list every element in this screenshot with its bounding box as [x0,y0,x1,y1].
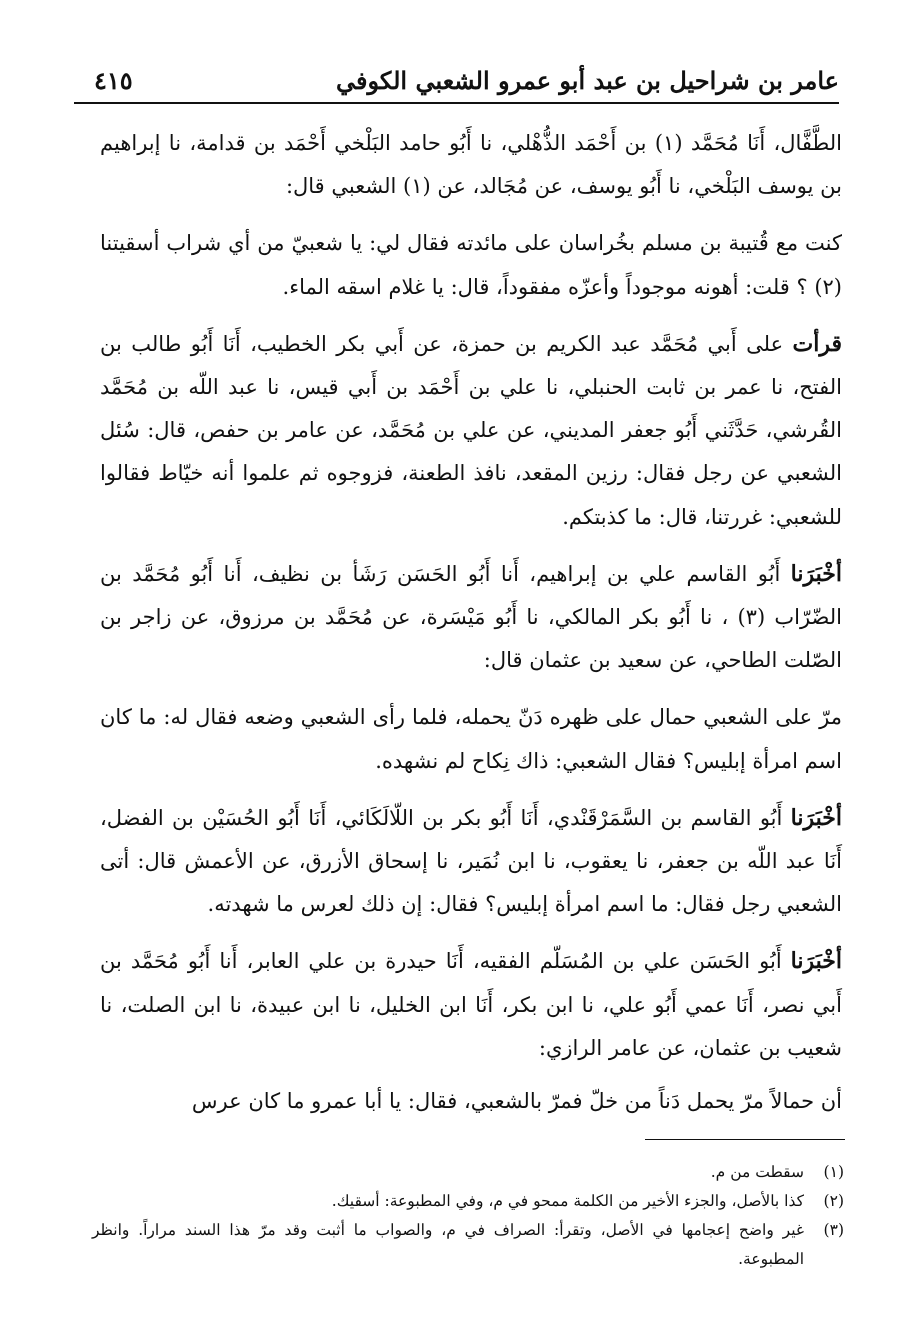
paragraph-text: أَبُو القاسم بن السَّمَرْقَنْدي، أَنَا أَبُو بكر بن اللّالَكَائي، أَنَا أَبُو الحُسَيْن بن الفضل، أَنَا عبد اللّه بن جعفر، نا يعقوب، نا ابن نُمَير، نا إسحاق الأزرق، عن الأعمش قال: أتى الشعبي رجل فقال: ما اسم امرأة إبليس؟ فقال: إن ذلك لعرس ما شهدته. [100,805,842,917]
footnote-number: (٢) [823,1192,844,1210]
paragraph [100,122,842,208]
running-title: عامر بن شراحيل بن عبد أبو عمرو الشعبي الكوفي [335,66,839,95]
paragraph [100,797,842,927]
paragraph-lead-word: أخْبَرَنا [790,560,842,587]
page-number: ٤١٥ [94,66,133,95]
paragraph [100,1080,842,1123]
paragraph-text: أَبُو القاسم علي بن إبراهيم، أَنا أَبُو الحَسَن رَشَأ بن نظيف، أَنا أَبُو مُحَمَّد بن الضّرّاب (٣) ، نا أَبُو بكر المالكي، نا أَبُو مَيْسَرة، عن مُحَمَّد بن مرزوق، عن زاجر بن الصّلت الطاحي، عن سعيد بن عثمان قال: [100,561,842,673]
footnote-text: سقطت من م. [710,1163,804,1181]
paragraph-text: أن حمالاً مرّ يحمل دَناً من خلّ فمرّ بالشعبي، فقال: يا أبا عمرو ما كان عرس [191,1089,842,1114]
footnote-number: (٣) [823,1221,844,1239]
paragraph-lead-word: أخْبَرَنا [790,804,842,831]
paragraph-text: مرّ على الشعبي حمال على ظهره دَنّ يحمله، فلما رأى الشعبي وضعه فقال له: ما كان اسم امرأة إبليس؟ فقال الشعبي: ذاك نِكاح لم نشهده. [100,705,842,773]
footnote-text: غير واضح إعجامها في الأصل، وتقرأ: الصراف في م، والصواب ما أثبت وقد مرّ هذا السند مراراً. وانظر المطبوعة. [92,1221,804,1268]
paragraph [100,940,842,1070]
paragraph [100,553,842,683]
paragraph-text: على أَبي مُحَمَّد عبد الكريم بن حمزة، عن أَبي بكر الخطيب، أَنَا أَبُو طالب بن الفتح، نا عمر بن ثابت الحنبلي، نا علي بن أَحْمَد بن أَبي قيس، نا عبد اللّه بن مُحَمَّد القُرشي، حَدَّثَني أَبُو جعفر المديني، عن علي بن مُحَمَّد، عن عامر بن حفص، قال: سُئل الشعبي عن رجل فقال: رزين المقعد، نافذ الطعنة، فزوجوه ثم علموا أنه خيّاط فقالوا للشعبي: غررتنا، قال: ما كذبتكم. [100,331,842,529]
paragraph [100,696,842,782]
paragraph-lead-word: أخْبَرَنا [790,948,842,975]
footnote-text: كذا بالأصل، والجزء الأخير من الكلمة ممحو في م، وفي المطبوعة: أسقيك. [331,1192,804,1210]
footnote [92,1187,844,1216]
footnote [92,1216,844,1274]
paragraph-text: أَبُو الحَسَن علي بن المُسَلّم الفقيه، أَنَا حيدرة بن علي العابر، أَنا أَبُو مُحَمَّد بن أَبي نصر، أَنَا عمي أَبُو علي، نا ابن بكر، أَنَا ابن الخليل، نا ابن عبيدة، نا ابن الصلت، نا شعيب بن عثمان، عن عامر الرازي: [100,949,842,1060]
footnotes [92,1158,844,1274]
footnote-divider [645,1139,845,1140]
main-text [100,122,842,1137]
footnote [92,1158,844,1187]
footnote-number: (١) [823,1163,844,1181]
paragraph-text: الطَّفَّال، أَنَا مُحَمَّد (١) بن أَحْمَد الذُّهْلي، نا أَبُو حامد البَلْخي أَحْمَد بن قدامة، نا إبراهيم بن يوسف البَلْخي، نا أَبُو يوسف، عن مُجَالد، عن (١) الشعبي قال: [100,131,842,199]
paragraph-text: كنت مع قُتيبة بن مسلم بخُراسان على مائدته فقال لي: يا شعبيّ من أي شراب أسقيتنا (٢) ؟ قلت: أهونه موجوداً وأعزّه مفقوداً، قال: يا غلام اسقه الماء. [100,231,842,299]
paragraph [100,222,842,308]
page-header [74,56,839,104]
paragraph-lead-word: قرأت [792,330,842,357]
paragraph [100,323,842,539]
